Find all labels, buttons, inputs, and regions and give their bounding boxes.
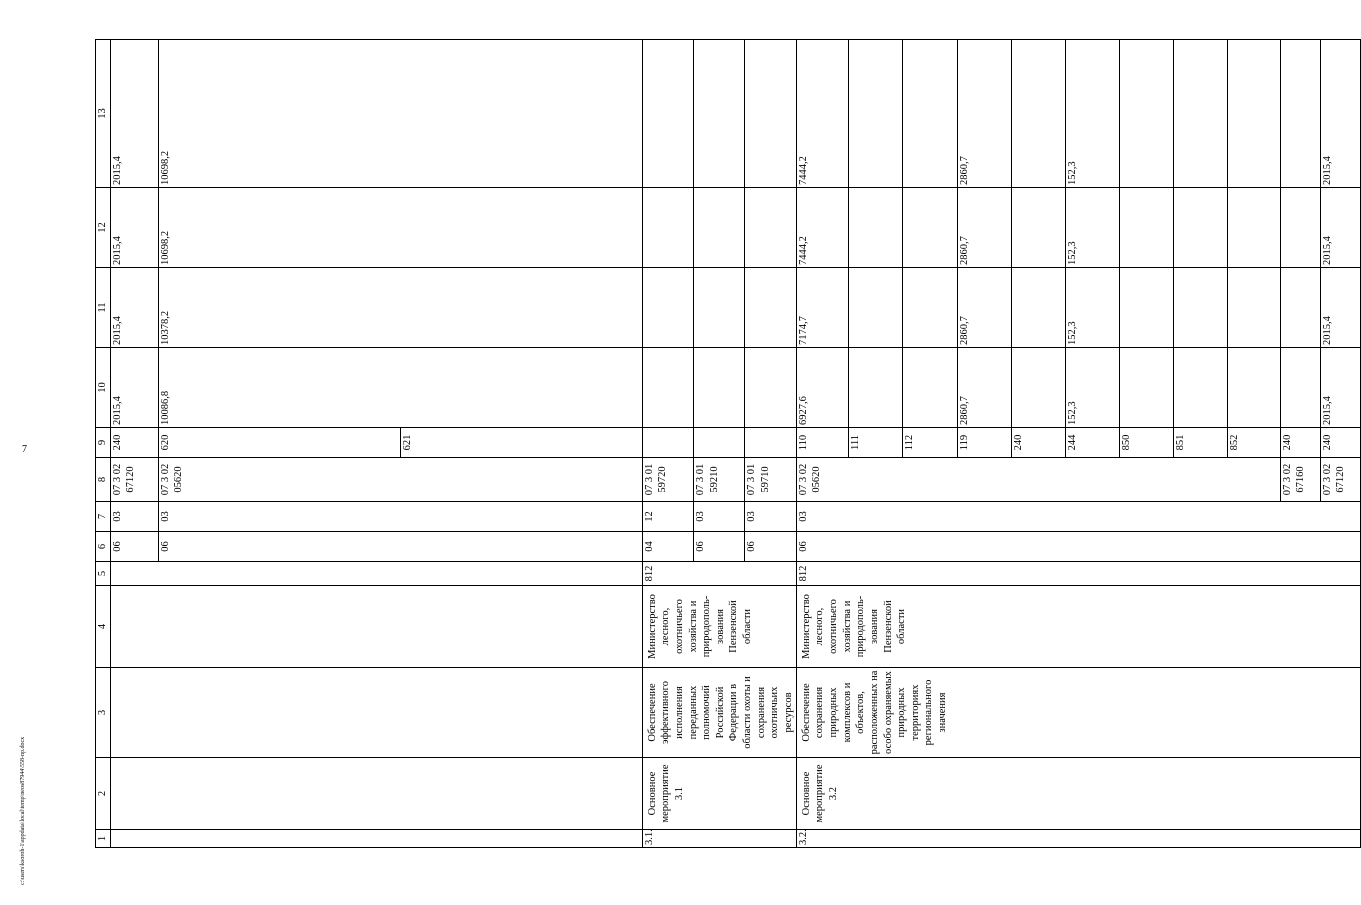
col-12: 12 — [96, 188, 111, 268]
footer-path-text: c:\users\ksoroh-1\appdata\local\temp\neos87944\558-np.docx — [20, 736, 26, 885]
page-number: 7 — [22, 444, 27, 455]
col-3: 3 — [96, 668, 111, 758]
col-5: 5 — [96, 562, 111, 586]
col-7: 7 — [96, 502, 111, 532]
col-4: 4 — [96, 586, 111, 668]
table-row-3-1: 3.1. Основное мероприятие 3.1 Обеспечение эффективного исполнения переданных полномочий Российской Федерации в области охоты и сохранения охотничьих ресурсов Министерство лесного, охотничьего хозяйства и природополь-зования Пензенской области 812 04 12 07 3 01 59720 — [642, 40, 693, 848]
budget-table — [95, 39, 1361, 848]
table-row: 07 3 02 67160 240 — [1280, 40, 1320, 848]
table-row: 06 03 07 3 02 05620 620 621 10086,8 10378,2 10698,2 10698,2 — [158, 40, 642, 848]
col-13: 13 — [96, 40, 111, 188]
table-row-3-2: 3.2. Основное мероприятие 3.2 Обеспечение сохранения природных комплексов и объектов, расположенных на особо охраняемых природных территориях регионального значения Министерство лесного, охотничьего хозяйства и природополь-зования Пензенской области 812 06 03 07 3 02 05620 110 111 112 119 240 244 850 851 852 6927,6 2860,7 152,3 7174,7 2860,7 152,3 7444,2 2860,7 152,3 7444,2 2860,7 152,3 — [796, 40, 1280, 848]
table-row: 06 03 07 3 01 59210 — [693, 40, 744, 848]
col-8: 8 — [96, 458, 111, 502]
col-9: 9 — [96, 428, 111, 458]
col-6: 6 — [96, 532, 111, 562]
col-11: 11 — [96, 268, 111, 348]
col-1: 1 — [96, 830, 111, 848]
col-10: 10 — [96, 348, 111, 428]
header-row — [96, 40, 111, 848]
table-row: 06 03 07 3 01 59710 — [745, 40, 796, 848]
rotated-table-wrapper — [95, 40, 1347, 848]
table-row: 06 03 07 3 02 67120 240 2015,4 2015,4 2015,4 2015,4 — [110, 40, 158, 848]
col-2: 2 — [96, 758, 111, 830]
table-row: 07 3 02 67120 240 2015,4 2015,4 2015,4 2015,4 — [1320, 40, 1360, 848]
